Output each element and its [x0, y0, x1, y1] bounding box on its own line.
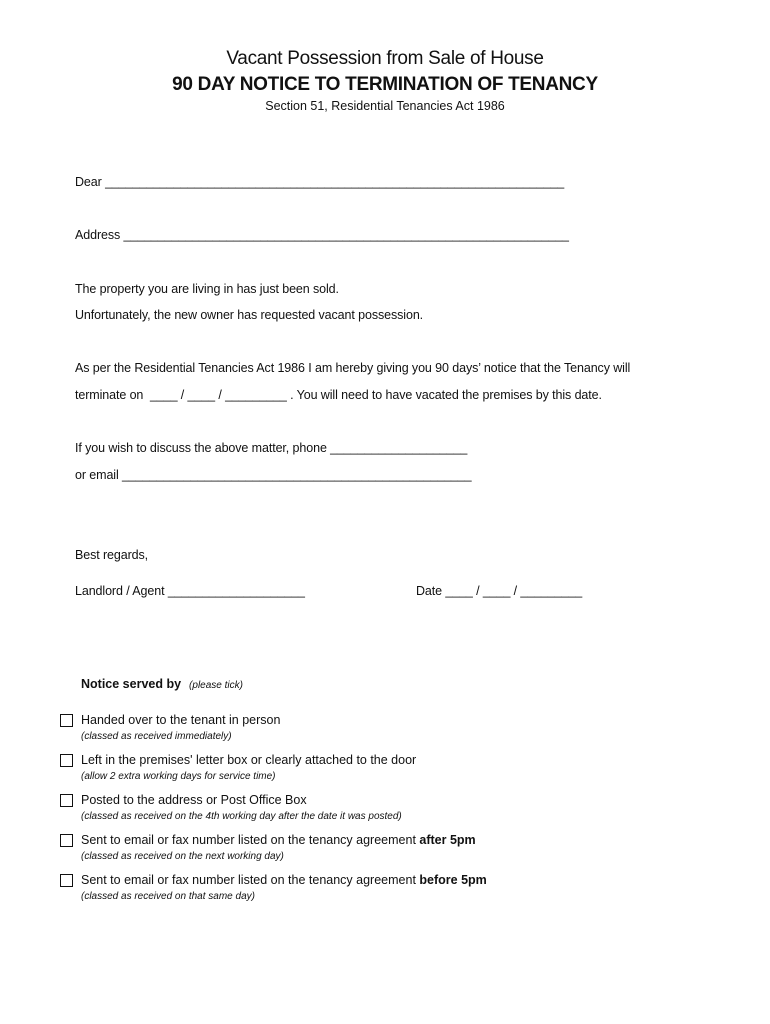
option-note: (allow 2 extra working days for service time) [81, 771, 276, 782]
checkbox[interactable] [60, 754, 73, 767]
checkbox[interactable] [60, 794, 73, 807]
option-note: (classed as received on the next working day) [81, 851, 284, 862]
option-handed-in-person[interactable] [60, 713, 720, 747]
paragraph-notice-line1: As per the Residential Tenancies Act 1986 I am hereby giving you 90 days’ notice that the Tenancy will [75, 361, 631, 375]
option-label: Handed over to the tenant in person [81, 713, 281, 727]
closing-line: Best regards, [75, 548, 149, 562]
contact-email-line: or email ___________________________________________________ [75, 468, 472, 482]
option-posted[interactable] [60, 793, 720, 827]
notice-hint: (please tick) [189, 680, 243, 691]
option-label: Posted to the address or Post Office Box [81, 793, 307, 807]
option-note: (classed as received immediately) [81, 731, 232, 742]
option-note: (classed as received on that same day) [81, 891, 255, 902]
document-subtitle: 90 DAY NOTICE TO TERMINATION OF TENANCY [172, 74, 598, 95]
act-reference: Section 51, Residential Tenancies Act 1986 [265, 99, 505, 113]
address-line: Address _________________________________________________________________ [75, 228, 569, 242]
option-label: Left in the premises' letter box or clearly attached to the door [81, 753, 417, 767]
option-email-before-5pm[interactable] [60, 873, 720, 907]
paragraph-vacant-possession: Unfortunately, the new owner has requested vacant possession. [75, 308, 424, 322]
option-label: Sent to email or fax number listed on the tenancy agreement after 5pm [81, 833, 476, 847]
option-letter-box[interactable] [60, 753, 720, 787]
notice-served-heading [81, 677, 243, 691]
contact-phone-line: If you wish to discuss the above matter, phone ____________________ [75, 441, 468, 455]
date-line: Date ____ / ____ / _________ [416, 584, 583, 598]
checkbox[interactable] [60, 714, 73, 727]
checkbox[interactable] [60, 874, 73, 887]
option-email-after-5pm[interactable] [60, 833, 720, 867]
paragraph-notice-line2: terminate on ____ / ____ / _________ . You will need to have vacated the premises by this date. [75, 388, 602, 402]
dear-line: Dear ___________________________________________________________________ [75, 175, 565, 189]
paragraph-sold: The property you are living in has just been sold. [75, 282, 339, 296]
option-note: (classed as received on the 4th working day after the date it was posted) [81, 811, 402, 822]
option-label: Sent to email or fax number listed on the tenancy agreement before 5pm [81, 873, 487, 887]
notice-heading-text: Notice served by [81, 677, 182, 691]
document-title: Vacant Possession from Sale of House [226, 48, 544, 69]
signature-line: Landlord / Agent ____________________ [75, 584, 305, 598]
checkbox[interactable] [60, 834, 73, 847]
